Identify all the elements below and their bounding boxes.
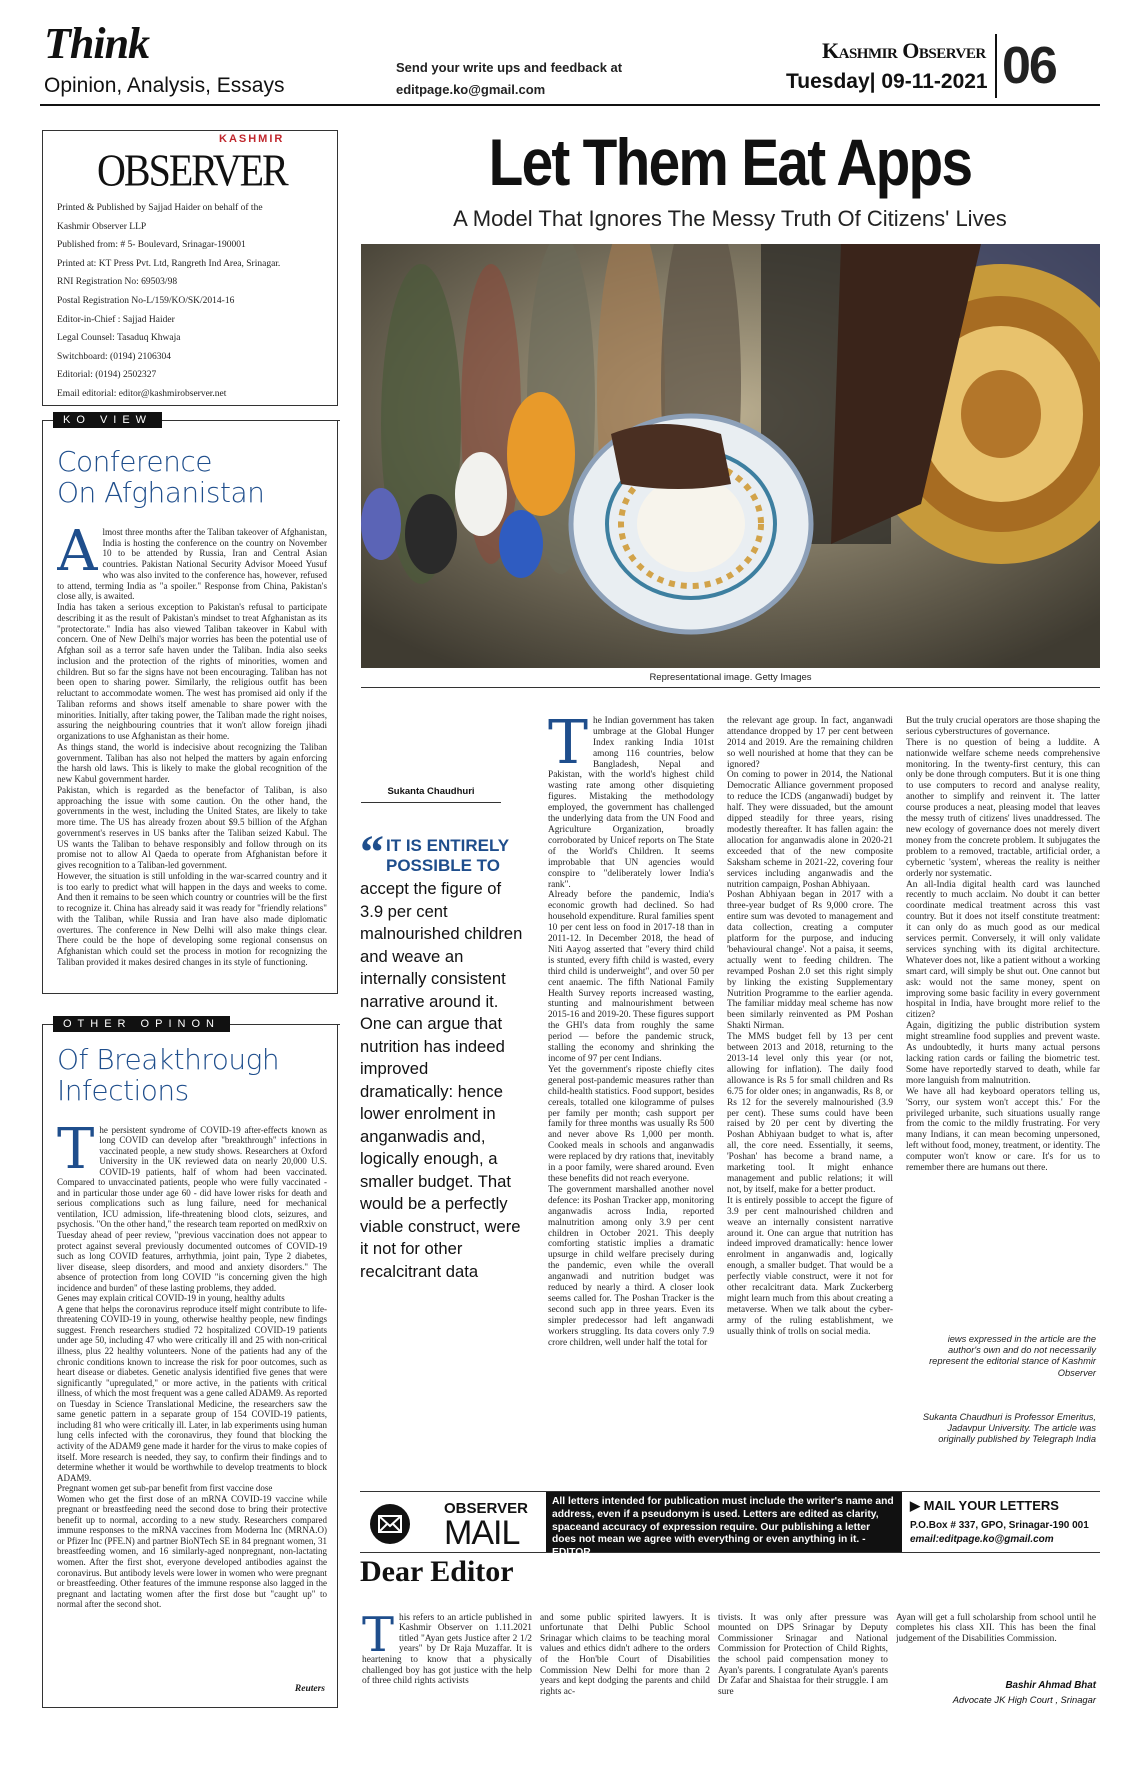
imprint-line: Published from: # 5- Boulevard, Srinagar-190001	[57, 240, 246, 251]
letter-text: Ayan will get a full scholarship from school until he completes his class XII. This has been the final judgement of the Disabilities Commission.	[896, 1612, 1096, 1644]
letter-text: and some public spirited lawyers. It is unfortunate that Delhi Public School Srinagar which claims to be teaching moral values and ethics didn't adhere to the orders of the Hon'ble Court of Disabilities Commission New Delhi for more than 2 years and kept dodging the parents and child rights ac-	[540, 1612, 710, 1697]
header-rule	[40, 104, 1100, 106]
brand-name: Kashmir Observer	[822, 38, 986, 63]
section-tagline: Opinion, Analysis, Essays	[44, 74, 285, 97]
photo-illustration	[361, 244, 1100, 668]
letter-column-2	[540, 1602, 710, 1706]
ko-view-article	[42, 414, 338, 994]
imprint-line: Editor-in-Chief : Sajjad Haider	[57, 314, 175, 325]
article-title-line: Of Breakthrough	[57, 1043, 280, 1076]
letter-signature-title: Advocate JK High Court , Srinagar	[952, 1694, 1096, 1705]
imprint-lines	[57, 199, 327, 404]
article-column-2	[727, 705, 893, 1463]
envelope-icon	[370, 1504, 410, 1544]
imprint-line: RNI Registration No: 69503/98	[57, 277, 178, 288]
disclaimer-note: iews expressed in the article are the author's own and do not necessarily represent the editorial stance of Kashmir Observer	[929, 1334, 1096, 1378]
main-subhead: A Model That Ignores The Messy Truth Of Citizens' Lives	[453, 206, 1007, 231]
article-body	[57, 516, 327, 988]
article-title	[57, 446, 327, 508]
drop-cap: A	[57, 518, 98, 584]
header-divider-vertical	[995, 34, 997, 98]
main-photo	[361, 244, 1100, 668]
caption-rule	[361, 687, 1100, 688]
article-text: But the truly crucial operators are those shaping the serious cyberstructures of governance. There is no question of being a luddite. A nationwide welfare scheme needs comprehensive monitoring. In the twenty-first century, this can only be done through computers. But it is one thing to use computers to record and analyse reality, another to simplify and reinvent it. The latter course produces a neat, pleasing model that leaves the messy truth of citizens' lives unaddressed. The new ecology of governance does not merely divert money from the concrete problem. It subjugates the problem to a removed, tractable, artificial order, a cybernetic 'system', whereas the reality is neither orderly nor systematic. An all-India digital health card was launched recently to much acclaim. No doubt it can better coordinate medical treatment across this vast country. But it does not itself constitute treatment: it can only do as much good as our medical services permit. Conversely, it will only validate services synching with its digital architecture. Whatever does not, like a patient without a working smart card, will simply be shut out. One cannot but ask: would not the same money, spent on improving some basic facility in every government hospital in India, have brought more relief to the citizen? Again, digitizing the public distribution system might streamline food supplies and prevent waste. As undoubtedly, it hurts many actual persons lacking ration cards or failing the biometric test. Some have reportedly starved to death, while far more languish from malnutrition. We have all had keyboard operators telling us, 'Sorry, our system won't accept this.' For the privileged urbanite, such situations usually range from the comic to the mildly frustrating. For very many Indians, it can mean becoming unpersoned, left without food, money, treatment, or identity. The computer won't know or care. It's for us to remember there are humans out there.	[906, 715, 1100, 1174]
logo-observer: OBSERVER	[97, 144, 287, 196]
main-headline: Let Them Eat Apps	[488, 125, 972, 199]
letter-column-1	[362, 1602, 532, 1706]
article-column-1	[548, 705, 714, 1463]
pull-quote-lead: IT IS ENTIRELY POSSIBLE TO	[386, 836, 509, 875]
mail-po-box: P.O.Box # 337, GPO, Srinagar-190 001	[910, 1520, 1089, 1531]
article-column-3	[906, 705, 1100, 1323]
send-email[interactable]: editpage.ko@gmail.com	[396, 82, 546, 97]
page-number: 06	[1002, 37, 1056, 95]
drop-cap: T	[57, 1116, 95, 1182]
article-title-line: Infections	[57, 1074, 189, 1107]
imprint-line: Printed at: KT Press Pvt. Ltd, Rangreth Ind Area, Srinagar.	[57, 258, 281, 269]
imprint-line: Email editorial: editor@kashmirobserver.net	[57, 388, 227, 399]
mail-letters-label: MAIL YOUR LETTERS	[923, 1498, 1059, 1513]
other-opinion-article	[42, 1018, 338, 1708]
article-credit: Reuters	[294, 1684, 325, 1694]
article-title	[57, 1044, 327, 1106]
article-byline: Sukanta Chaudhuri	[387, 786, 475, 797]
byline-rule	[361, 802, 501, 803]
imprint-line: Legal Counsel: Tasaduq Khwaja	[57, 333, 181, 344]
mail-letters-heading	[910, 1498, 1059, 1514]
section-tag: KO VIEW	[53, 412, 162, 428]
article-title-line: Conference	[57, 445, 213, 478]
article-text: he Indian government has taken umbrage at the Global Hunger Index ranking India 101st among 116 countries, below Bangladesh, Nepal and Pakistan, with the world's highest child wasting rate among other disquieting figures. Mistaking the methodology employed, the government has challenged the underlying data from the UN Food and Agriculture Organization, broadly corroborated by Unicef reports on The State of the World's Children. It seems improbable that UN agencies would conspire to "deliberately lower India's rank". Already before the pandemic, India's economic growth had declined. So had household expenditure. Rural families spent 10 per cent less on food in 2017-18 than in 2011-12. In December 2018, the head of Niti Aayog asserted that "every third child is stunted, every fifth child is wasted, every third child is underweight", and over 50 per cent anaemic. The fifth National Family Health Survey reports increased wasting, stunting and malnourishment between 2015-16 and 2019-20. These figures support the GHI's data from roughly the same period — before the pandemic struck, stalling the economy and shrinking the income of 97 per cent Indians. Yet the government's riposte chiefly cites general post-pandemic measures rather than child-health statistics. Food support, besides cereals, totalled one kilogramme of pulses per family per month; cash support per family for three months was usually Rs 500 and never above Rs 1,000 per month. Cooked meals in schools and anganwadis were replaced by dry rations that, inevitably in a poor family, were shared around. Even these benefits did not reach everyone. The government marshalled another novel defence: its Poshan Tracker app, monitoring anganwadis across India, reported malnutrition among only 3.9 per cent children in October 2021. This deeply comforting statistic implies a dramatic upsurge in child welfare precisely during the pandemic, even while the overall anganwadi and nutrition budget was reduced by nearly a third. A closer look seems called for. The Poshan Tracker is the second such app in three years. Even its simpler predecessor had left anganwadi workers struggling. Its data covers only 7.9 crore children, well under half the total for	[548, 715, 714, 1348]
letter-signature: Bashir Ahmad Bhat	[1005, 1680, 1096, 1691]
mail-banner	[360, 1491, 1100, 1559]
mail-email[interactable]: email:editpage.ko@gmail.com	[910, 1534, 1054, 1545]
issue-date: Tuesday| 09-11-2021	[786, 70, 988, 93]
imprint-line: Editorial: (0194) 2502327	[57, 370, 157, 381]
imprint-line: Switchboard: (0194) 2106304	[57, 351, 171, 362]
letter-column-3	[718, 1602, 888, 1706]
article-title-line: On Afghanistan	[57, 476, 265, 509]
dear-editor-heading: Dear Editor	[360, 1555, 514, 1588]
quote-mark-icon: “	[360, 826, 384, 879]
photo-caption: Representational image. Getty Images	[649, 672, 812, 683]
mail-label-top: OBSERVER	[444, 1500, 528, 1517]
imprint-line: Postal Registration No-L/159/KO/SK/2014-16	[57, 295, 235, 306]
article-text: the relevant age group. In fact, anganwadi attendance dropped by 17 per cent between 2014 and 2019. Are the remaining children so well nourished at home that they can be ignored? On coming to power in 2014, the National Democratic Alliance government proposed to reduce the ICDS (anganwadi) budget by half. They were dissuaded, but the amount dipped steadily for three years, rising modestly thereafter. It has fallen again: the allocation for anganwadis alone in 2020-21 exceeded that of the new composite Saksham scheme in 2021-22, covering four services including anganwadis and the nutrition campaign, Poshan Abhiyaan. Poshan Abhiyaan began in 2017 with a three-year budget of Rs 9,000 crore. The entire sum was devoted to management and data collection, creating a computer platform for the purpose, and inducing 'behavioural change'. Not a paisa, it seems, actually went to feeding children. The revamped Poshan 2.0 set this right simply by linking the existing Supplementary Nutrition Programme to the earlier agenda. The familiar midday meal scheme has now been similarly reinvented as PM Poshan Shakti Nirman. The MMS budget fell by 13 per cent between 2013 and 2018, returning to the 2013-14 level only this year (or not, allowing for inflation). The daily food allowance is Rs 5 for small children and Rs 6.75 for older ones; in anganwadis, Rs 8, or Rs 12 for the severely malnourished (3.9 per cent). These sums could have been raised by 20 per cent by diverting the Poshan Abhiyaan budget to what is, after all, the core need. Essentially, it seems, 'Poshan' has become a brand name, a marketing tool. It might enhance management and public relations; it will not, by itself, make for a better product. It is entirely possible to accept the figure of 3.9 per cent malnourished children and weave an internally consistent narrative around it. One can argue that nutrition has indeed improved dramatically: hence lower enrolment in anganwadis and, logically enough, a smaller budget. That would be a perfectly viable construct, were it not for other recalcitrant data. Mark Zuckerberg might learn much from this about creating a metaverse. When we talk about the cyber-army of the ruling establishment, we usually think of trolls on social media.	[727, 715, 893, 1337]
author-note: Sukanta Chaudhuri is Professor Emeritus, Jadavpur University. The article was originally published by Telegraph India	[922, 1412, 1096, 1445]
mail-notice: All letters intended for publication must include the writer's name and address, even if a pseudonym is used. Letters are edited as clarity, spaceand accuracy of expression require. Our publishing a letter does not mean we agree with everything or even anything in it. -EDITOR	[546, 1492, 902, 1552]
pull-quote	[360, 826, 525, 1283]
pull-quote-text: accept the figure of 3.9 per cent malnourished children and weave an internally consistent narrative around it. One can argue that nutrition has indeed improved dramatically: hence lower enrolment in anganwadis and, logically enough, a smaller budget. That would be a perfectly viable construct, were it not for other recalcitrant data	[360, 879, 523, 1281]
letter-text: his refers to an article published in Kashmir Observer on 1.11.2021 titled "Ayan gets Justice after 2 1/2 years" by Dr Raja Muzaffar. It is heartening to know that a physically challenged boy has got justice with the help of three child rights activists	[362, 1612, 532, 1687]
article-body	[57, 1114, 327, 1680]
letter-column-4	[896, 1602, 1096, 1654]
masthead-box	[42, 130, 338, 406]
logo-kashmir: KASHMIR	[219, 133, 285, 145]
envelope-glyph	[370, 1504, 410, 1544]
drop-cap: T	[548, 707, 589, 778]
section-tag: OTHER OPINON	[53, 1016, 230, 1032]
imprint-line: Printed & Published by Sajjad Haider on behalf of the	[57, 203, 263, 213]
page-header	[0, 0, 1140, 108]
drop-cap: T	[362, 1606, 395, 1663]
article-text: he persistent syndrome of COVID-19 after-effects known as long COVID can develop after "breakthrough" infections in vaccinated people, a new study shows. Researchers at Oxford University in the UK reviewed data on nearly 20,000 U.S. COVID-19 patients, half of whom had been vaccinated. Compared to unvaccinated patients, people who were fully vaccinated - and in particular those under age 60 - did have lower risks for death and serious complications such as lung failure, need for mechanical ventilation, ICU admission, life-threatening blood clots, seizures, and psychosis. "On the other hand," the research team reported on medRxiv on Tuesday ahead of peer review, "previous vaccination does not appear to protect against several previously documented outcomes of COVID-19 such as long COVID features, arrhythmia, joint pain, Type 2 diabetes, liver disease, sleep disorders, and mood and anxiety disorders." The absence of protection from long COVID "is concerning given the high incidence and burden" of these lasting problems, they added. Genes may explain critical COVID-19 in young, healthy adults A gene that helps the coronavirus reproduce itself might contribute to life-threatening COVID-19 in young, otherwise healthy people, new findings suggest. French researchers studied 72 hospitalized COVID-19 patients under age 50, including 47 who were critically ill and 25 with non-critical illness, plus 22 healthy volunteers. None of the patients had any of the chronic conditions known to increase the risk for poor outcomes, such as heart disease or diabetes. Genetic analysis identified five genes that were significantly "upregulated," or more active, in the patients with critical illness, of which the most frequent was a gene called ADAM9. As reported on Tuesday in Science Translational Medicine, the researchers saw the same genetic pattern in a separate group of 154 COVID-19 patients, including 81 who were critically ill. Later, in lab experiments using human lung cells infected with the coronavirus, they found that blocking the activity of the ADAM9 gene made it harder for the virus to make copies of itself. More research is needed, they say, to confirm their findings and to determine whether it would be worthwhile to develop treatments to block ADAM9. Pregnant women get sub-par benefit from first vaccine dose Women who get the first dose of an mRNA COVID-19 vaccine while pregnant or breastfeeding need the second dose to bring their protective benefit up to normal, according to a new study. Researchers compared immune responses to the mRNA vaccines from Moderna Inc (MRNA.O) or Pfizer Inc (PFE.N) and partner BioNTech SE in 84 pregnant women, 31 breastfeeding women, and 16 similarly-aged nonpregnant, non-lactating women. After the first shot, everyone developed antibodies against the coronavirus. But antibody levels were lower in women who were pregnant or breastfeeding. Other features of the immune response also lagged in the pregnant and lactating women after the first dose but "caught up" to normal after the second shot.	[57, 1124, 327, 1610]
imprint-line: Kashmir Observer LLP	[57, 221, 147, 232]
section-name: Think	[44, 19, 150, 68]
mail-label: MAIL	[444, 1514, 520, 1552]
article-text: lmost three months after the Taliban takeover of Afghanistan, India is hosting the conference on the country on November 10 to be attended by Russia, Iran and Central Asian countries. Pakistan National Security Advisor Moeed Yusuf who was also invited to the conference has, however, refused to attend, terming India as "a spoiler." Response from China, Pakistan's close ally, is awaited. India has taken a serious exception to Pakistan's refusal to participate describing it as the result of Pakistan's mindset to treat Afghanistan as its "protectorate." India has also viewed Taliban takeover in Kabul with concern. One of New Delhi's major worries has been the potential use of Afghan soil as a terror safe haven under the Taliban. India also seeks inclusion and the protection of the rights of minorities, women and children. But so far the signs have not been encouraging. Taliban has not been open to sharing power. Similarly, the religious outfit has been reluctant to accommodate women. The west has promised aid only if the Taliban reforms and shows itself amenable to share power with the minorities. Initially, after taking power, the Taliban made the right noises, assuring the neighbouring countries that it won't allow foreign jihadi organizations to use Afghanistan as their home. As things stand, the world is indecisive about recognizing the Taliban government. Taliban has also not helped the matters by again enforcing the harsh old laws. This is likely to make the global recognition of the new Kabul government harder. Pakistan, which is regarded as the benefactor of Taliban, is also approaching the issue with some caution. On the other hand, the governments in the west, including the United States, are likely to take more time. The US has already frozen about $9.5 billion of the Afghan government's reserves in US banks after the Taliban seized Kabul. The US wants the Taliban to behave responsibly and follow through on its promise not to allow Al Qaeda to operate from Afghanistan before it gives recognition to a Taliban-led government. However, the situation is still unfolding in the war-scarred country and it is too early to predict what will happen in the days and weeks to come. And then it remains to be seen which country or countries will be the first to recognize it. China has already said it was ready for "friendly relations" with the Taliban, while Russia and Iran have also made diplomatic overtures. The conference in New Delhi will also make things clear. There could be the hope of developing some regional consensus on Afghanistan which could set the process in motion for recognizing the Taliban provided it makes desired changes in its style of functioning.	[57, 526, 327, 967]
send-line: Send your write ups and feedback at	[396, 60, 623, 75]
arrow-right-icon: ▶	[910, 1498, 920, 1513]
letter-text: tivists. It was only after pressure was mounted on DPS Srinagar by Deputy Commissioner Srinagar and National Commission for Protection of Child Rights, the school paid compensation money to Ayan's parents. I congratulate Ayan's parents Dr Zafar and Shaistaa for their struggle. I am sure	[718, 1612, 888, 1697]
